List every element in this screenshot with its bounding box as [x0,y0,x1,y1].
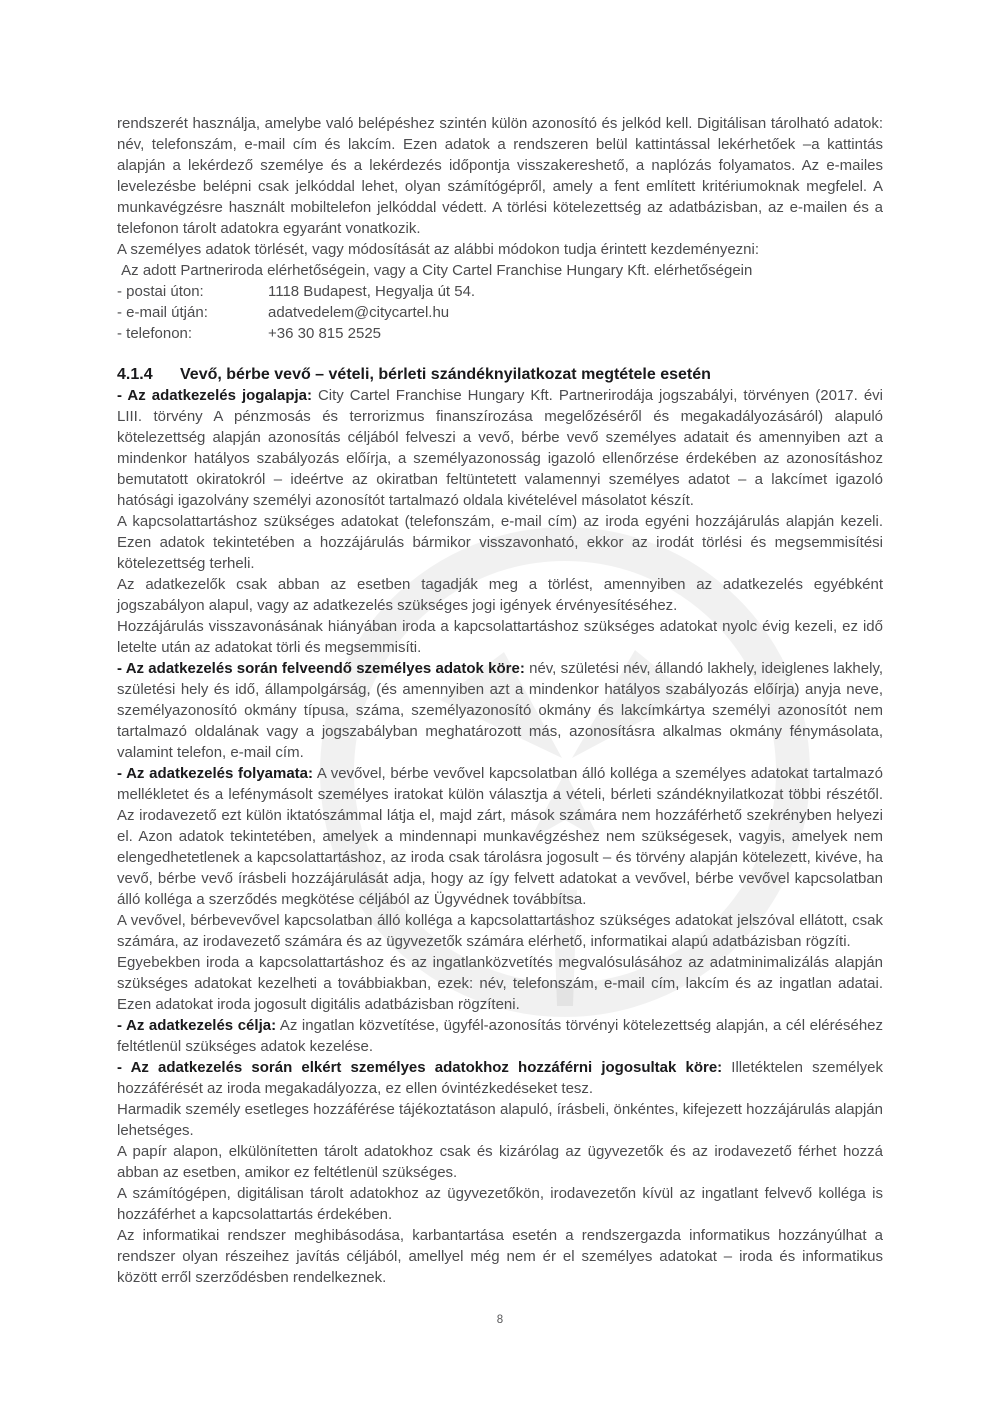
page-number: 8 [496,1314,504,1326]
paragraph: - Az adatkezelés során felveendő személyes adatok köre: név, születési név, állandó lakhely, ideiglenes lakhely, születési hely és idő, állampolgárság, (és amennyiben azt a mindenkor hatályos szabályozás előírja) anyja neve, személyazonosító okmány típusa, száma, személyazonosító okmány és lakcímkártya személyi azonosítót nem tartalmazó oldalának vagy a jogszabályban meghatározott más, azonosításra alkalmas okmány fénymásolata, valamint telefon, e-mail cím. [117,660,883,761]
paragraph-bold-lead: - Az adatkezelés célja: [117,1017,277,1034]
contact-value: 1118 Budapest, Hegyalja út 54. [268,283,476,300]
paragraph: Az adott Partneriroda elérhetőségein, vagy a City Cartel Franchise Hungary Kft. elérhetőségein [117,262,753,279]
paragraph-bold-lead: - Az adatkezelés jogalapja: [117,387,312,404]
document-body [117,113,883,1288]
paragraph: A számítógépen, digitálisan tárolt adatokhoz az ügyvezetőkön, irodavezetőn kívül az ingatlant felvevő kolléga is hozzáférhet a kapcsolattartás érdekében. [117,1185,883,1223]
contact-row [117,281,883,302]
document-content [117,113,883,1288]
contact-label: - telefonon: [117,325,193,342]
paragraph: A személyes adatok törlését, vagy módosítását az alábbi módokon tudja érintett kezdeményezni: [117,241,760,258]
paragraph: A vevővel, bérbevevővel kapcsolatban álló kolléga a kapcsolattartáshoz szükséges adatokat jelszóval ellátott, csak számára, az irodavezető számára és az ügyvezetők számára elérhető, informatikai alapú adatbázisban rögzíti. [117,912,883,950]
paragraph: - Az adatkezelés jogalapja: City Cartel Franchise Hungary Kft. Partnerirodája jogszabályi, törvényen (2017. évi LIII. törvény A pénzmosás és terrorizmus finanszírozása megelőzéséről és megakadályozásáról) alapuló kötelezettség alapján azonosítás céljából felveszi a vevő, bérbe vevő személyes adatait és amennyiben azt a mindenkor hatályos szabályozás előírja, a személyazonosság igazoló ellenőrzése érdekében az azonosításhoz bemutatott okiratokról – ideértve az okiratban feltüntetett valamennyi személyes adatot – a lakcímet igazoló hatósági igazolvány személyi azonosítót tartalmazó oldala kivételével másolatot készít. [117,387,883,509]
section-heading [117,364,883,385]
paragraph-bold-lead: - Az adatkezelés során felveendő személyes adatok köre: [117,660,525,677]
paragraph-bold-lead: - Az adatkezelés folyamata: [117,765,314,782]
paragraph: - Az adatkezelés folyamata: A vevővel, bérbe vevővel kapcsolatban álló kolléga a személyes adatokat tartalmazó mellékletet és a lefénymásolt személyes iratokat külön választja a vételi, bérleti szándéknyilatkozat többi részétől. Az irodavezető ezt külön iktatószámmal látja el, majd zárt, mások számára nem hozzáférhető szekrényben helyezi el. Azon adatok tekintetében, amelyek a mindennapi munkavégzéshez nem szükségesek, vagyis, amelyek nem elengedhetetlenek a kapcsolattartáshoz, az iroda csak tárolásra jogosult – és törvény alapján kötelezett, kivéve, ha vevő, bérbe vevő írásbeli hozzájárulását adja, hogy az így felvett adatokat a vevővel, bérbe vevővel kapcsolatban álló kolléga a szerződés megkötése céljából az Ügyvédnek továbbítsa. [117,765,883,908]
paragraph: Hozzájárulás visszavonásának hiányában iroda a kapcsolattartáshoz szükséges adatokat nyolc évig kezeli, ez idő letelte után az adatokat törli és megsemmisíti. [117,618,883,656]
paragraph: Egyebekben iroda a kapcsolattartáshoz és az ingatlanközvetítés megvalósulásához az adatminimalizálás alapján szükséges adatokat kezelheti a továbbiakban, ezek: név, telefonszám, e-mail cím, lakcím és az ingatlan adatai. Ezen adatokat iroda jogosult digitális adatbázisban rögzíteni. [117,954,883,1013]
paragraph: A papír alapon, elkülönítetten tárolt adatokhoz csak és kizárólag az ügyvezetők és az irodavezető férhet hozzá abban az esetben, amikor ez feltétlenül szükséges. [117,1143,883,1181]
contact-row [117,323,883,344]
paragraph: A kapcsolattartáshoz szükséges adatokat (telefonszám, e-mail cím) az iroda egyéni hozzájárulás alapján kezeli. Ezen adatok tekintetében a hozzájárulás bármikor visszavonható, ekkor az irodát törlési és megsemmisítési kötelezettség terheli. [117,513,883,572]
contact-row [117,302,883,323]
section-heading-number: 4.1.4 [117,366,153,383]
paragraph: rendszerét használja, amelybe való belépéshez szintén külön azonosító és jelkód kell. Digitálisan tárolható adatok: név, telefonszám, e-mail cím és lakcím. Ezen adatok a rendszeren belül kattintással lekérhetőek –a kattintás alapján a lekérdező személye és a lekérdezés időpontja visszakereshető, a naplózás folyamatos. Az e-mailes levelezésbe belépni csak jelkóddal lehet, olyan számítógépről, amely a fent említett kritériumoknak megfelel. A munkavégzésre használt mobiltelefon jelkóddal védett. A törlési kötelezettség az adatbázisban, az e-mailen és a telefonon tárolt adatokra egyaránt vonatkozik. [117,115,883,237]
paragraph: - Az adatkezelés során elkért személyes adatokhoz hozzáférni jogosultak köre: Illetéktelen személyek hozzáférését az iroda megakadályozza, ez ellen óvintézkedéseket tesz. [117,1059,884,1097]
contact-value: +36 30 815 2525 [268,325,382,342]
paragraph-bold-lead: - Az adatkezelés során elkért személyes adatokhoz hozzáférni jogosultak köre: [117,1059,723,1076]
contact-label: - postai úton: [117,283,204,300]
section-heading-title: Vevő, bérbe vevő – vételi, bérleti szándéknyilatkozat megtétele esetén [180,366,711,383]
paragraph: Harmadik személy esetleges hozzáférése tájékoztatáson alapuló, írásbeli, önkéntes, kifejezett hozzájárulás alapján lehetséges. [117,1101,883,1139]
paragraph: Az informatikai rendszer meghibásodása, karbantartása esetén a rendszergazda informatikus hozzányúlhat a rendszer olyan részeihez javítás céljából, amellyel még nem ér el személyes adatokat – iroda és informatikus között erről szerződésben rendelkeznek. [117,1227,883,1286]
contact-value: adatvedelem@citycartel.hu [268,304,450,321]
contact-label: - e-mail útján: [117,304,208,321]
paragraph: - Az adatkezelés célja: Az ingatlan közvetítése, ügyfél-azonosítás törvényi kötelezettség alapján, a cél eléréséhez feltétlenül szükséges adatok kezelése. [117,1017,883,1055]
paragraph: Az adatkezelők csak abban az esetben tagadják meg a törlést, amennyiben az adatkezelés egyébként jogszabályon alapul, vagy az adatkezelés szükséges jogi igények érvényesítéséhez. [117,576,883,614]
